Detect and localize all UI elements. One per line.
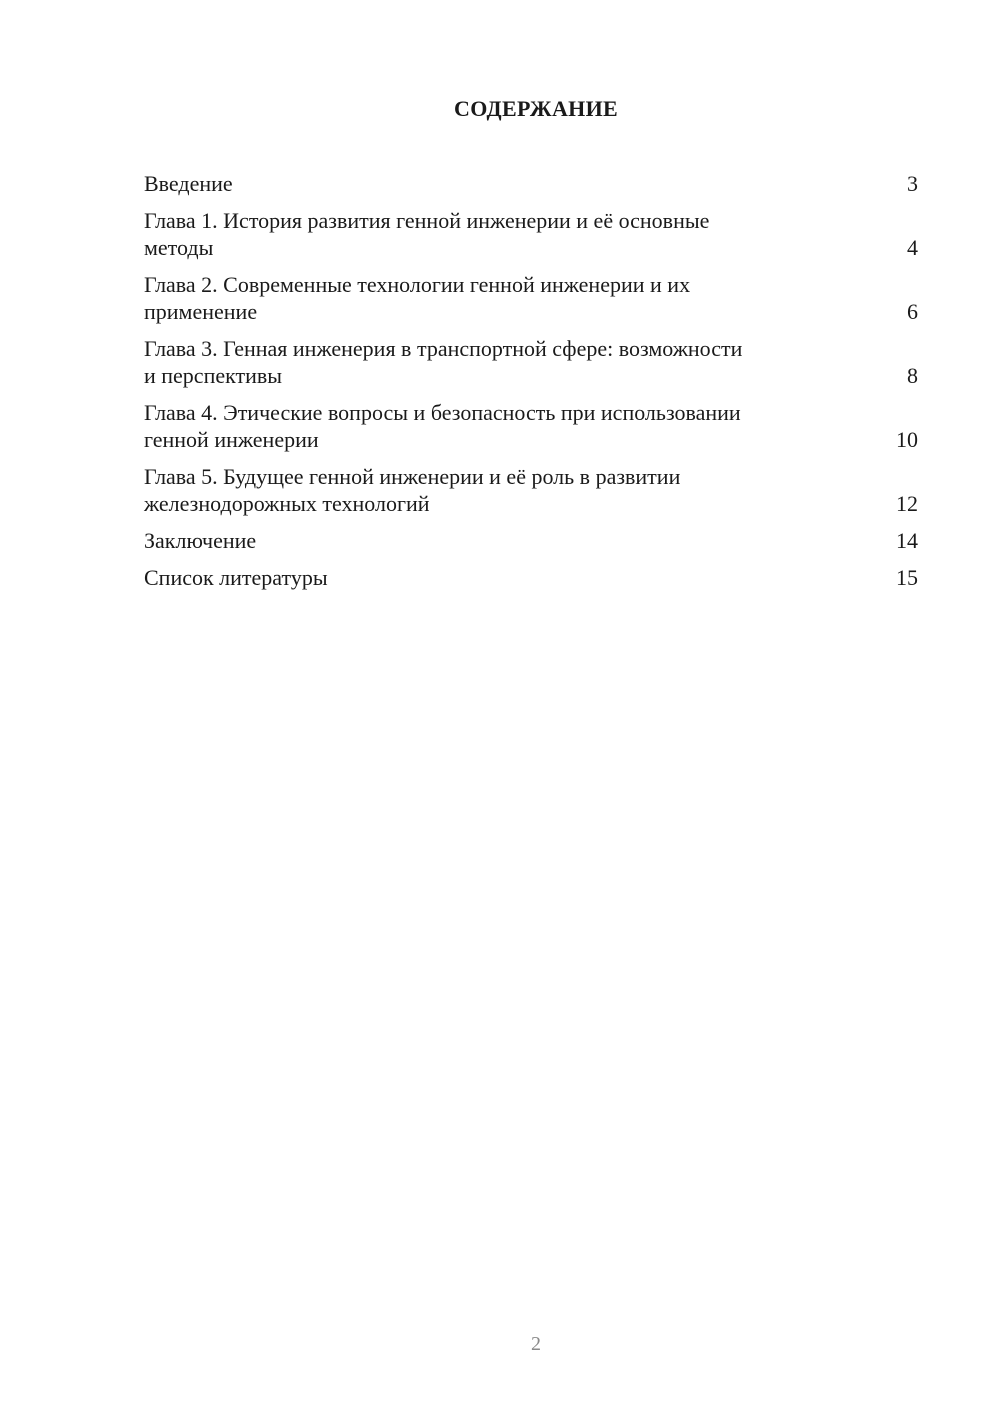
toc-entry-page: 3: [907, 171, 918, 196]
toc-entry-page: 15: [896, 565, 918, 590]
toc-entry-title: [144, 399, 918, 453]
toc-entry-page: 8: [907, 363, 918, 388]
toc-heading: СОДЕРЖАНИЕ: [454, 96, 618, 121]
toc-entry-conclusion: [144, 527, 918, 554]
toc-entry-line: генной инженерии: [144, 427, 319, 452]
toc-entry-title: [144, 207, 918, 261]
page-number: 2: [531, 1333, 541, 1355]
toc-entry-page: 4: [907, 235, 918, 260]
toc-entry-page: 6: [907, 299, 918, 324]
toc-entry-page: 10: [896, 427, 918, 452]
toc-entry-title: [144, 527, 918, 554]
toc-entry-line: Глава 3. Генная инженерия в транспортной сфере: возможности: [144, 336, 743, 361]
toc-entry-line: Введение: [144, 171, 233, 196]
toc-entry-page: 14: [896, 528, 918, 553]
toc-entry-introduction: [144, 170, 918, 197]
toc-entry-title: [144, 463, 918, 517]
toc-entry-chapter-1: [144, 207, 918, 261]
toc-entry-chapter-5: [144, 463, 918, 517]
toc-entry-page: 12: [896, 491, 918, 516]
toc-entry-title: [144, 271, 918, 325]
toc-entry-line: Глава 5. Будущее генной инженерии и её роль в развитии: [144, 464, 681, 489]
toc-entry-title: [144, 564, 918, 591]
toc-entry-line: Глава 2. Современные технологии генной инженерии и их: [144, 272, 691, 297]
toc-entry-line: Глава 4. Этические вопросы и безопасность при использовании: [144, 400, 741, 425]
toc-entry-line: применение: [144, 299, 258, 324]
toc-entry-line: методы: [144, 235, 214, 260]
toc-entry-line: Заключение: [144, 528, 257, 553]
toc-entry-title: [144, 170, 918, 197]
table-of-contents: [144, 170, 918, 601]
toc-entry-line: и перспективы: [144, 363, 283, 388]
toc-entry-title: [144, 335, 918, 389]
toc-entry-references: [144, 564, 918, 591]
toc-entry-line: железнодорожных технологий: [144, 491, 430, 516]
toc-entry-line: Список литературы: [144, 565, 328, 590]
toc-entry-chapter-4: [144, 399, 918, 453]
toc-entry-line: Глава 1. История развития генной инженерии и её основные: [144, 208, 710, 233]
toc-entry-chapter-2: [144, 271, 918, 325]
toc-entry-chapter-3: [144, 335, 918, 389]
